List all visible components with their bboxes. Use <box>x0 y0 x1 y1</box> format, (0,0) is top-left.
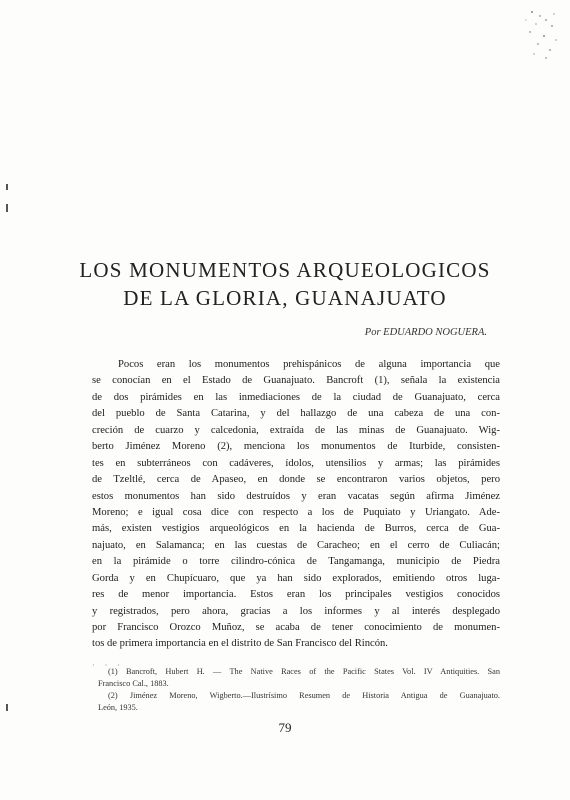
footnote-line: León, 1935. <box>98 703 138 712</box>
footnote-separator: · · · <box>92 661 124 670</box>
paragraph-line: Moreno; e igual cosa dice con respecto a los de Puquiato y Uriangato. Ade- <box>92 506 500 518</box>
paragraph-line: del pueblo de Santa Catarina, y del hallazgo de una cabeza de una con- <box>92 408 500 420</box>
paragraph-line: estos monumentos han sido destruídos y eran vacatas según afirma Jiménez <box>92 490 500 502</box>
scan-edge-mark <box>6 704 8 711</box>
paragraph-line: más, existen vestigios arqueológicos en la hacienda de Burros, cerca de Gua- <box>92 523 500 535</box>
paragraph-line: de dos pirámides en las inmediaciones de la ciudad de Guanajuato, cerca <box>92 391 500 403</box>
paragraph-line: por Francisco Orozco Muñoz, se acaba de tener conocimiento de monumen- <box>92 622 500 633</box>
paragraph-line: en la pirámide o torre cilindro-cónica de Tangamanga, municipio de Piedra <box>92 556 500 568</box>
paragraph-line: tes en subterráneos con cadáveres, ídolos, utensilios y armas; las pirámides <box>92 457 500 469</box>
footnote-line: (1) Bancroft, Hubert H. — The Native Races of the Pacific States Vol. IV Antiquities. San <box>108 667 500 676</box>
footnotes <box>98 666 500 714</box>
author-byline: Por EDUARDO NOGUERA. <box>364 327 487 338</box>
footnote-line: (2) Jiménez Moreno, Wigberto.—Ilustrísimo Resumen de Historia Antigua de Guanajuato. <box>108 691 500 700</box>
article-title-line-1: LOS MONUMENTOS ARQUEOLOGICOS <box>79 258 491 282</box>
paragraph-line: Pocos eran los monumentos prehispánicos de alguna importancia que <box>118 359 500 370</box>
paragraph-line: tos de primera importancia en el distrito de San Francisco del Rincón. <box>92 638 388 650</box>
scan-edge-mark <box>6 204 8 212</box>
article-title-line-2: DE LA GLORIA, GUANAJUATO <box>123 286 447 310</box>
paragraph-line: Gorda y en Chupícuaro, que ya han sido explorados, emitiendo otros luga- <box>92 572 500 584</box>
paragraph-line: y registrados, pero ahora, gracias a los informes y al interés desplegado <box>92 605 500 617</box>
paragraph-line: de Tzeltlé, cerca de Apaseo, en donde se encontraron varios objetos, pero <box>92 474 500 486</box>
body-paragraph <box>92 357 500 653</box>
page-number: 79 <box>278 720 292 735</box>
paragraph-line: se conocían en el Estado de Guanajuato. Bancroft (1), señala la existencia <box>92 375 500 387</box>
page-speckle-marks <box>502 6 562 66</box>
scan-edge-mark <box>6 184 8 190</box>
footnote-line: Francisco Cal., 1883. <box>98 679 169 688</box>
paragraph-line: berto Jiménez Moreno (2), menciona los monumentos de Iturbide, consisten- <box>92 441 500 453</box>
paragraph-line: res de menor importancia. Estos eran los principales vestigios conocidos <box>92 589 500 601</box>
paragraph-line: najuato, en Salamanca; en las cuestas de Caracheo; en el cerro de Culiacán; <box>92 539 500 551</box>
paragraph-line: creción de cuarzo y calcedonia, extraída de las minas de Guanajuato. Wig- <box>92 424 500 436</box>
